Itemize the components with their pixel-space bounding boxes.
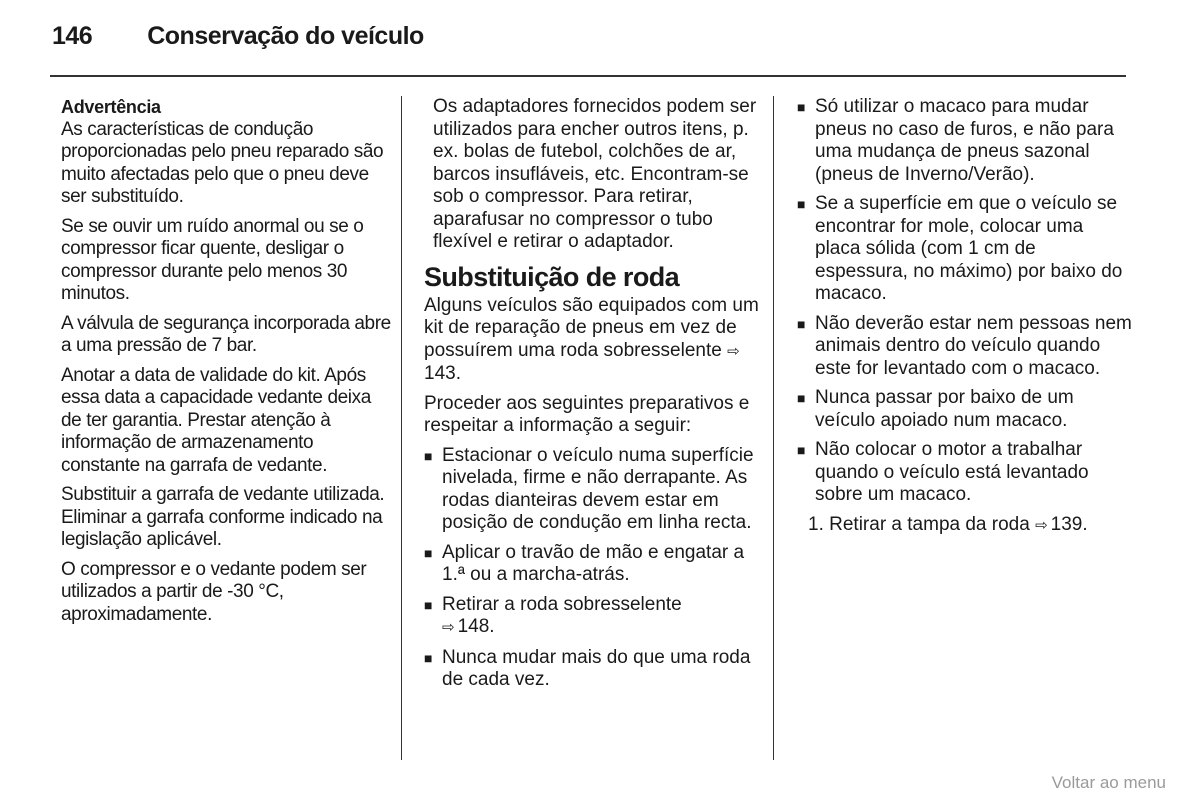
bullet-square-icon: ■	[424, 649, 433, 666]
bullet-square-icon: ■	[797, 442, 806, 458]
list-item-text: Aplicar o travão de mão e engatar a 1.ª ou a marcha-atrás.	[442, 541, 745, 585]
reference-arrow-icon: ⇨	[1035, 516, 1048, 534]
reference-arrow-icon: ⇨	[727, 342, 740, 360]
list-item-text: Nunca mudar mais do que uma roda de cada vez.	[442, 646, 751, 690]
bullet-square-icon: ■	[797, 196, 806, 212]
page-reference-link[interactable]: 139.	[1050, 513, 1088, 535]
list-item-text: Nunca passar por baixo de um veículo apoiado num macaco.	[815, 387, 1074, 431]
paragraph: Proceder aos seguintes preparativos e respeitar a informação a seguir:	[424, 392, 750, 436]
bullet-square-icon: ■	[424, 596, 433, 613]
page-reference-link[interactable]: 143.	[424, 363, 461, 384]
column-divider-right	[773, 96, 774, 760]
list-item-text: Não colocar o motor a trabalhar quando o veículo está levantado sobre um macaco.	[815, 439, 1089, 505]
column-left	[61, 96, 391, 633]
paragraph: Os adaptadores fornecidos podem ser utilizados para encher outros itens, p. ex. bolas de futebol, colchões de ar, barcos insufláveis, etc. Encontram-se sob o compressor. Para retirar, aparafusar no compressor o tubo flexível e retirar o adaptador.	[433, 96, 757, 252]
column-divider-left	[401, 96, 402, 760]
page-header	[52, 22, 424, 62]
list-item	[797, 193, 1132, 306]
column-right	[797, 96, 1132, 537]
list-item	[424, 647, 759, 692]
list-item	[424, 594, 759, 640]
bullet-square-icon: ■	[424, 544, 433, 561]
column-middle	[424, 96, 759, 699]
bullet-square-icon: ■	[424, 447, 433, 464]
page-title: Conservação do veículo	[147, 22, 424, 50]
header-rule	[50, 75, 1126, 77]
step-number: 1.	[808, 513, 824, 535]
paragraph	[424, 295, 759, 386]
warning-text: As características de condução proporcionadas pelo pneu reparado são muito afectadas pelo que o pneu deve ser substituído.	[61, 118, 384, 207]
back-to-menu-link[interactable]: Voltar ao menu	[1051, 773, 1166, 792]
reference-arrow-icon: ⇨	[442, 619, 455, 636]
bullet-square-icon: ■	[797, 390, 806, 406]
list-item	[424, 445, 759, 535]
steps-list	[797, 514, 1132, 538]
paragraph-text: Alguns veículos são equipados com um kit de reparação de pneus em vez de possuírem uma roda sobresselente	[424, 294, 759, 361]
list-item-text: Estacionar o veículo numa superfície nivelada, firme e não derrapante. As rodas dianteiras devem estar em posição de condução em linha recta.	[442, 444, 754, 533]
list-item	[797, 387, 1132, 432]
list-item-text: Retirar a roda sobresselente	[442, 593, 682, 615]
paragraph: Anotar a data de validade do kit. Após essa data a capacidade vedante deixa de ter garantia. Prestar atenção à informação de armazenamento constante na garrafa de vedante.	[61, 364, 371, 476]
step-item	[797, 514, 1132, 538]
section-heading: Substituição de roda	[424, 261, 680, 292]
list-item	[797, 313, 1132, 381]
page-reference-link[interactable]: 148.	[457, 616, 495, 637]
paragraph: A válvula de segurança incorporada abre a uma pressão de 7 bar.	[61, 312, 391, 356]
list-item	[797, 96, 1132, 186]
list-item-text: Só utilizar o macaco para mudar pneus no caso de furos, e não para uma mudança de pneus sazonal (pneus de Inverno/Verão).	[815, 96, 1114, 185]
list-item-text: Se a superfície em que o veículo se encontrar for mole, colocar uma placa sólida (com 1 cm de espessura, no máximo) por baixo do macaco.	[815, 193, 1123, 304]
list-item	[797, 439, 1132, 507]
list-item	[424, 542, 759, 587]
bullet-square-icon: ■	[797, 315, 806, 332]
warning-block	[61, 96, 391, 209]
safety-list	[797, 96, 1132, 507]
warning-title: Advertência	[61, 97, 161, 117]
preparation-list	[424, 445, 759, 692]
paragraph: Se se ouvir um ruído anormal ou se o compressor ficar quente, desligar o compressor durante pelo menos 30 minutos.	[61, 215, 364, 304]
paragraph: O compressor e o vedante podem ser utilizados a partir de -30 °C, aproximadamente.	[61, 558, 367, 625]
page-number: 146	[52, 22, 93, 50]
list-item-text: Não deverão estar nem pessoas nem animais dentro do veículo quando este for levantado com o macaco.	[815, 312, 1132, 379]
paragraph: Substituir a garrafa de vedante utilizada. Eliminar a garrafa conforme indicado na legislação aplicável.	[61, 484, 385, 550]
bullet-square-icon: ■	[797, 99, 806, 115]
step-text: Retirar a tampa da roda	[829, 513, 1030, 535]
